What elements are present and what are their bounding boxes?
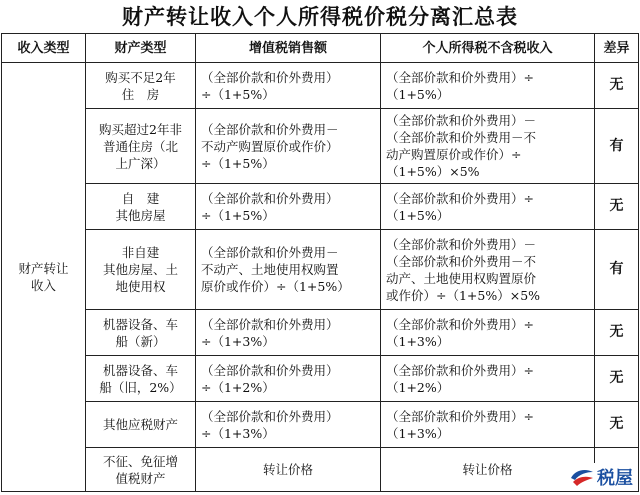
vat-sales-cell: （全部价款和价外费用－ 不动产、土地使用权购置 原价或作价）÷（1+5%） bbox=[196, 230, 381, 310]
table-row bbox=[2, 402, 639, 448]
iit-income-cell: （全部价款和价外费用）÷ （1+3%） bbox=[381, 402, 595, 448]
page-title: 财产转让收入个人所得税价税分离汇总表 bbox=[122, 4, 518, 29]
table-row bbox=[2, 63, 639, 109]
difference-cell: 有 bbox=[595, 230, 639, 310]
difference-cell: 无 bbox=[595, 356, 639, 402]
tax-house-logo-icon bbox=[569, 466, 595, 488]
property-type-cell: 购买超过2年非 普通住房（北 上广深） bbox=[86, 109, 196, 184]
logo-text: 税屋 bbox=[597, 468, 633, 489]
header-iit-income: 个人所得税不含税收入 bbox=[381, 34, 595, 63]
table-row bbox=[2, 230, 639, 310]
difference-cell: 无 bbox=[595, 402, 639, 448]
table-header-row bbox=[2, 34, 639, 63]
vat-sales-cell: （全部价款和价外费用－ 不动产购置原价或作价） ÷（1+5%） bbox=[196, 109, 381, 184]
iit-income-cell: （全部价款和价外费用）÷ （1+3%） bbox=[381, 310, 595, 356]
header-income-type: 收入类型 bbox=[2, 34, 86, 63]
income-type-cell: 财产转让 收入 bbox=[2, 63, 86, 492]
vat-sales-cell: 转让价格 bbox=[196, 448, 381, 492]
header-vat-sales: 增值税销售额 bbox=[196, 34, 381, 63]
table-row bbox=[2, 310, 639, 356]
property-type-cell: 机器设备、车 船（旧，2%） bbox=[86, 356, 196, 402]
vat-sales-cell: （全部价款和价外费用） ÷（1+2%） bbox=[196, 356, 381, 402]
header-difference: 差异 bbox=[595, 34, 639, 63]
header-property-type: 财产类型 bbox=[86, 34, 196, 63]
iit-income-cell: （全部价款和价外费用）÷ （1+5%） bbox=[381, 184, 595, 230]
vat-sales-cell: （全部价款和价外费用） ÷（1+3%） bbox=[196, 402, 381, 448]
property-type-cell: 机器设备、车 船（新） bbox=[86, 310, 196, 356]
property-type-cell: 购买不足2年 住 房 bbox=[86, 63, 196, 109]
difference-cell: 无 bbox=[595, 184, 639, 230]
iit-income-cell: （全部价款和价外费用）－ （全部价款和价外费用－不 动产、土地使用权购置原价 或作价）÷（1+5%）×5% bbox=[381, 230, 595, 310]
table-row bbox=[2, 356, 639, 402]
table-row bbox=[2, 109, 639, 184]
iit-income-cell: （全部价款和价外费用）÷ （1+2%） bbox=[381, 356, 595, 402]
summary-table bbox=[1, 33, 639, 492]
tax-house-logo bbox=[566, 463, 636, 491]
table-row bbox=[2, 184, 639, 230]
iit-income-cell: 转让价格 bbox=[381, 448, 595, 492]
property-type-cell: 非自建 其他房屋、土 地使用权 bbox=[86, 230, 196, 310]
iit-income-cell: （全部价款和价外费用）－ （全部价款和价外费用－不 动产购置原价或作价）÷ （1+5%）×5% bbox=[381, 109, 595, 184]
difference-cell: 无 bbox=[595, 310, 639, 356]
property-type-cell: 其他应税财产 bbox=[86, 402, 196, 448]
difference-cell: 无 bbox=[595, 63, 639, 109]
table-row bbox=[2, 448, 639, 492]
vat-sales-cell: （全部价款和价外费用） ÷（1+5%） bbox=[196, 63, 381, 109]
difference-cell: 有 bbox=[595, 109, 639, 184]
property-type-cell: 不征、免征增 值税财产 bbox=[86, 448, 196, 492]
vat-sales-cell: （全部价款和价外费用） ÷（1+5%） bbox=[196, 184, 381, 230]
vat-sales-cell: （全部价款和价外费用） ÷（1+3%） bbox=[196, 310, 381, 356]
property-type-cell: 自 建 其他房屋 bbox=[86, 184, 196, 230]
iit-income-cell: （全部价款和价外费用）÷ （1+5%） bbox=[381, 63, 595, 109]
